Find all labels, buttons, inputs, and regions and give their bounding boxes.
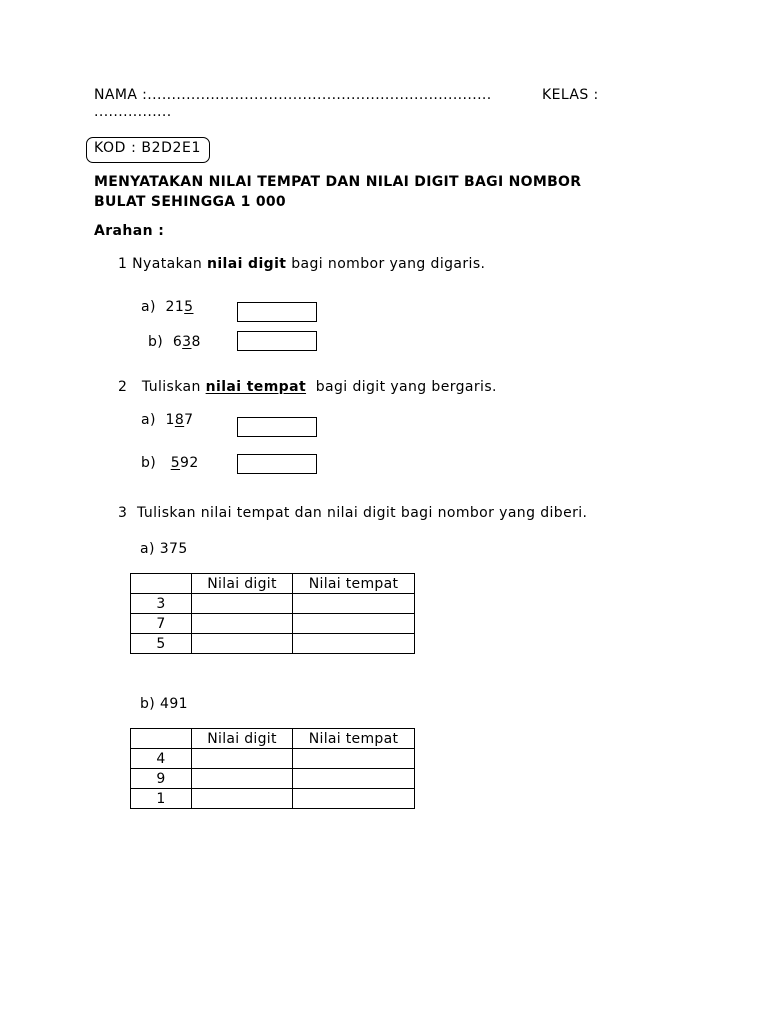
arahan-heading: Arahan : (94, 223, 165, 239)
nilai-digit-answer-cell[interactable] (192, 769, 293, 789)
q1-item-a (141, 299, 193, 315)
digit-cell: 3 (131, 594, 192, 614)
q2-item-a-number (166, 412, 194, 428)
question-2-pre: Tuliskan (141, 379, 201, 395)
title-line-2: BULAT SEHINGGA 1 000 (94, 194, 286, 210)
question-1-number: 1 (118, 256, 128, 272)
q3-part-a (140, 541, 188, 557)
table-header-blank (131, 574, 192, 594)
q1-item-b-number (173, 334, 201, 350)
q3-part-a-label: a) (140, 541, 155, 557)
q1-b-answer-box[interactable] (237, 331, 317, 351)
digit-cell: 5 (131, 634, 192, 654)
question-3-text: Tuliskan nilai tempat dan nilai digit bagi nombor yang diberi. (137, 505, 588, 521)
table-header-row (131, 729, 415, 749)
nilai-digit-answer-cell[interactable] (192, 789, 293, 809)
q3-part-a-number: 375 (159, 541, 188, 557)
question-3-number: 3 (118, 505, 128, 521)
q2-a-answer-box[interactable] (237, 417, 317, 437)
q2-b-answer-box[interactable] (237, 454, 317, 474)
q3-part-b-number: 491 (160, 696, 188, 712)
nilai-tempat-answer-cell[interactable] (293, 769, 415, 789)
table-row (131, 594, 415, 614)
q2-item-a-label: a) (141, 412, 156, 428)
q3-b-table (130, 728, 415, 809)
nilai-digit-answer-cell[interactable] (192, 614, 293, 634)
question-2-number: 2 (118, 379, 128, 395)
nilai-digit-answer-cell[interactable] (192, 749, 293, 769)
table-header-blank (131, 729, 192, 749)
table-header-nilai-tempat: Nilai tempat (293, 574, 415, 594)
table-header-row (131, 574, 415, 594)
question-3 (118, 505, 587, 521)
table-header-nilai-digit: Nilai digit (192, 574, 293, 594)
nama-field: NAMA :....................................................................... (94, 87, 492, 103)
table-header-nilai-digit: Nilai digit (192, 729, 293, 749)
q1-b-pre: 6 (172, 334, 183, 350)
question-1-pre: Nyatakan (132, 256, 203, 272)
q2-a-underlined-digit: 8 (174, 412, 185, 428)
kelas-field: KELAS : (542, 87, 599, 103)
q2-item-b-label: b) (141, 455, 157, 471)
nilai-tempat-answer-cell[interactable] (293, 594, 415, 614)
table-row (131, 789, 415, 809)
digit-cell: 7 (131, 614, 192, 634)
table-row (131, 749, 415, 769)
q1-b-underlined-digit: 3 (182, 334, 192, 350)
q2-a-post: 7 (184, 412, 194, 428)
q2-item-a (141, 412, 193, 428)
question-2 (118, 379, 497, 395)
question-1 (118, 256, 485, 272)
q2-item-b-number (171, 455, 199, 471)
q1-item-b-label: b) (148, 334, 164, 350)
q1-a-pre: 21 (165, 299, 185, 315)
digit-cell: 1 (131, 789, 192, 809)
digit-cell: 9 (131, 769, 192, 789)
question-2-bold: nilai tempat (205, 379, 307, 395)
q2-item-b (141, 455, 199, 471)
question-1-bold: nilai digit (206, 256, 287, 272)
table-row (131, 614, 415, 634)
question-2-post: bagi digit yang bergaris. (315, 379, 497, 395)
kod-label: KOD : B2D2E1 (94, 140, 201, 156)
table-row (131, 769, 415, 789)
q1-item-a-label: a) (141, 299, 156, 315)
q1-item-a-number (166, 299, 194, 315)
worksheet-title (94, 172, 581, 212)
q1-a-underlined-digit: 5 (184, 299, 194, 315)
q3-part-b (140, 696, 188, 712)
q3-a-table (130, 573, 415, 654)
nilai-tempat-answer-cell[interactable] (293, 634, 415, 654)
nilai-tempat-answer-cell[interactable] (293, 789, 415, 809)
q1-b-post: 8 (191, 334, 201, 350)
question-1-post: bagi nombor yang digaris. (291, 256, 486, 272)
q1-item-b (148, 334, 201, 350)
table-row (131, 634, 415, 654)
nilai-digit-answer-cell[interactable] (192, 634, 293, 654)
q2-a-pre: 1 (165, 412, 175, 428)
q2-b-underlined-digit: 5 (170, 455, 181, 471)
nilai-digit-answer-cell[interactable] (192, 594, 293, 614)
kelas-dots: ................ (94, 104, 172, 120)
q2-b-post: 92 (180, 455, 199, 471)
nilai-tempat-answer-cell[interactable] (293, 749, 415, 769)
nilai-tempat-answer-cell[interactable] (293, 614, 415, 634)
table-header-nilai-tempat: Nilai tempat (293, 729, 415, 749)
q1-a-answer-box[interactable] (237, 302, 317, 322)
digit-cell: 4 (131, 749, 192, 769)
q3-part-b-label: b) (140, 696, 156, 712)
title-line-1: MENYATAKAN NILAI TEMPAT DAN NILAI DIGIT BAGI NOMBOR (94, 174, 582, 190)
